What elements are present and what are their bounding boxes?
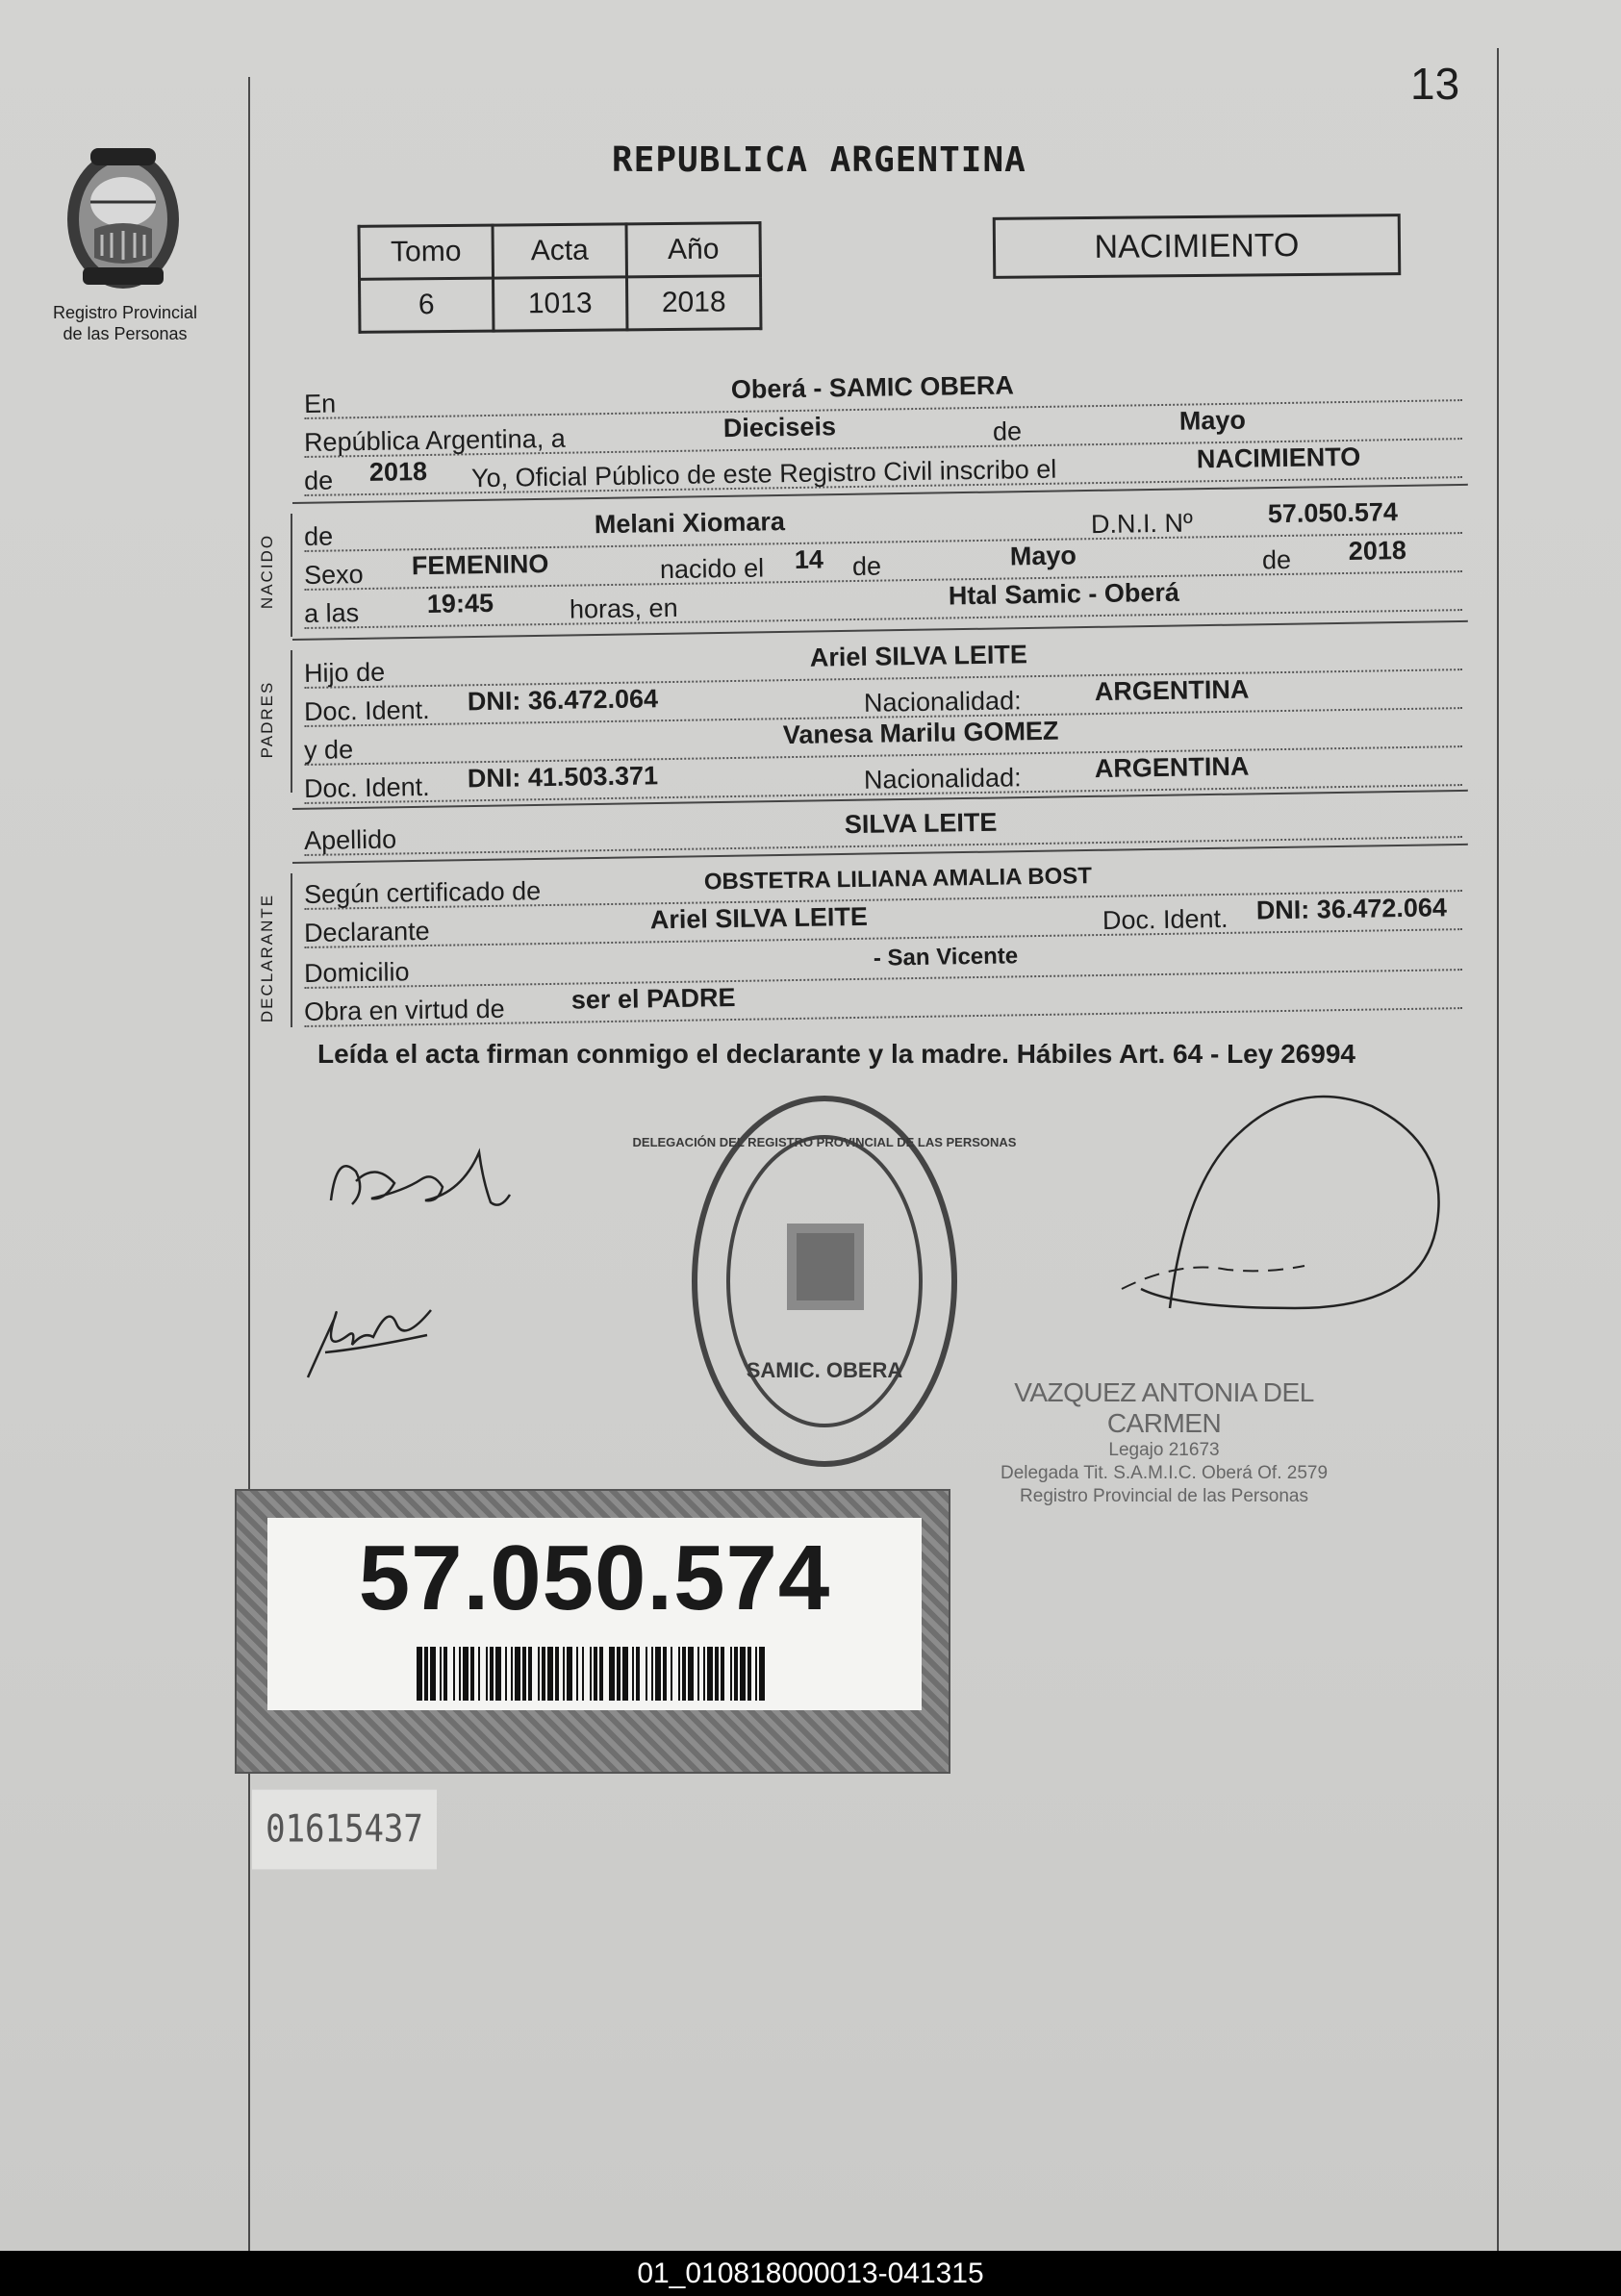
page-number: 13 [1410, 59, 1460, 109]
label-doc-madre: Doc. Ident. [303, 771, 430, 803]
scan-footer: 01_010818000013-041315 [0, 2251, 1621, 2296]
value-hora: 19:45 [426, 588, 494, 618]
label-obra: Obra en virtud de [303, 994, 505, 1026]
acta-header-row [359, 223, 760, 280]
label-doc-declarante: Doc. Ident. [1102, 903, 1228, 935]
stamp-registro: Registro Provincial de las Personas [1020, 1486, 1308, 1506]
value-obra: ser el PADRE [570, 982, 736, 1015]
right-margin-line [1497, 48, 1499, 2251]
nacido-sidebar-line [291, 514, 292, 637]
barcode-bars-icon [417, 1647, 773, 1701]
acta-table [358, 221, 763, 334]
logo-caption [29, 302, 221, 344]
acta-header-anio: Año [626, 223, 760, 277]
label-hijo-de: Hijo de [303, 657, 386, 688]
label-dni: D.N.I. Nº [1090, 508, 1194, 540]
label-apellido: Apellido [303, 824, 397, 855]
madre-signature [296, 1285, 450, 1391]
stamp-center-text: SAMIC. OBERA [746, 1358, 903, 1382]
value-anio: 2018 [368, 456, 428, 487]
section-label-declarante: DECLARANTE [258, 893, 276, 1023]
value-doc-padre: DNI: 36.472.064 [467, 684, 659, 717]
value-mes-nacimiento: Mayo [1009, 541, 1077, 571]
label-y-de: y de [303, 735, 354, 765]
value-dia-nacimiento: 14 [794, 544, 824, 574]
label-horas-en: horas, en [569, 593, 678, 624]
value-madre: Vanesa Marilu GOMEZ [782, 716, 1059, 750]
record-type-box: NACIMIENTO [993, 214, 1402, 279]
logo-caption-line1: Registro Provincial [52, 303, 198, 322]
declarante-signature [317, 1123, 519, 1229]
label-nacido-el: nacido el [659, 553, 765, 585]
misiones-seal-icon [56, 142, 190, 296]
barcode-number: 57.050.574 [358, 1526, 831, 1629]
label-a-las: a las [303, 598, 360, 628]
acta-value-row [360, 276, 761, 333]
official-stamp-seal [632, 1089, 1017, 1474]
label-nacionalidad-madre: Nacionalidad: [863, 763, 1022, 795]
acta-value-acta: 1013 [494, 277, 627, 331]
oficial-signature [949, 1068, 1468, 1356]
label-en: En [303, 389, 337, 418]
label-segun: Según certificado de [303, 876, 542, 909]
barcode-inner [267, 1518, 922, 1710]
acta-header-acta: Acta [493, 224, 626, 278]
value-doc-madre: DNI: 41.503.371 [467, 761, 659, 794]
value-padre: Ariel SILVA LEITE [809, 640, 1028, 672]
declarante-sidebar-line [291, 873, 292, 1027]
value-lugar: Htal Samic - Oberá [948, 577, 1180, 611]
left-margin-line [248, 77, 250, 2251]
label-yo: Yo, Oficial Público de este Registro Civil inscribo el [470, 454, 1057, 493]
label-de-mes: de [992, 416, 1023, 446]
label-nacionalidad-padre: Nacionalidad: [863, 686, 1022, 718]
stamp-name: VAZQUEZ ANTONIA DEL CARMEN [1014, 1377, 1314, 1438]
section-label-padres: PADRES [258, 680, 276, 759]
acta-header-tomo: Tomo [359, 225, 493, 279]
value-nacionalidad-madre: ARGENTINA [1094, 751, 1250, 784]
value-doc-declarante: DNI: 36.472.064 [1255, 893, 1448, 925]
value-nombre: Melani Xiomara [594, 507, 786, 540]
document-title: REPUBLICA ARGENTINA [612, 140, 1026, 180]
label-doc-padre: Doc. Ident. [303, 694, 430, 726]
serial-number: 01615437 [252, 1790, 437, 1870]
value-en: Oberá - SAMIC OBERA [730, 370, 1015, 405]
section-label-nacido: NACIDO [258, 533, 276, 610]
acta-value-anio: 2018 [626, 276, 760, 330]
label-domicilio: Domicilio [303, 957, 410, 988]
label-sexo: Sexo [303, 560, 364, 590]
value-segun: OBSTETRA LILIANA AMALIA BOST [703, 863, 1093, 896]
stamp-ring-text: DELEGACIÓN DEL REGISTRO PROVINCIAL DE LAS PERSONAS [632, 1135, 1017, 1149]
value-apellido: SILVA LEITE [844, 807, 998, 840]
value-mes: Mayo [1178, 405, 1247, 436]
logo-caption-line2: de las Personas [63, 324, 188, 343]
label-de-anio-nacimiento: de [1261, 544, 1292, 575]
stamp-cargo: Delegada Tit. S.A.M.I.C. Oberá Of. 2579 [1000, 1463, 1329, 1483]
value-dni: 57.050.574 [1267, 497, 1399, 529]
value-dia: Dieciseis [722, 412, 837, 443]
closing-statement: Leída el acta firman conmigo el declarante y la madre. Hábiles Art. 64 - Ley 26994 [317, 1039, 1355, 1069]
label-de-mes-nacimiento: de [851, 551, 882, 582]
stamp-legajo: Legajo 21673 [1108, 1440, 1220, 1460]
label-de-anio: de [303, 466, 334, 495]
label-declarante: Declarante [303, 916, 430, 947]
value-declarante: Ariel SILVA LEITE [649, 901, 869, 935]
value-nacionalidad-padre: ARGENTINA [1094, 674, 1250, 707]
official-name-stamp [962, 1377, 1366, 1508]
value-anio-nacimiento: 2018 [1348, 536, 1407, 566]
acta-value-tomo: 6 [360, 278, 494, 332]
value-inscribo: NACIMIENTO [1196, 442, 1361, 474]
value-domicilio: - San Vicente [873, 943, 1019, 971]
label-de-nombre: de [303, 521, 334, 551]
padres-sidebar-line [291, 650, 292, 793]
value-sexo: FEMENINO [411, 549, 549, 581]
barcode-label [235, 1489, 950, 1774]
label-republica: República Argentina, a [303, 423, 566, 457]
